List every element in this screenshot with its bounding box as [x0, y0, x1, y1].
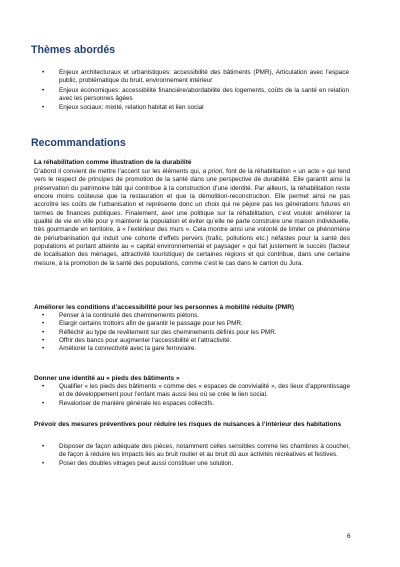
list-item: • Réfléchir au type de revêtement sur des cheminements définis pour les PMR.: [42, 328, 277, 336]
section-title-identite: Donner une identité au « pieds des bâtiments »: [34, 375, 180, 382]
bullet-icon: •: [42, 328, 45, 336]
bullet-icon: •: [42, 86, 45, 94]
recommandations-heading: Recommandations: [31, 137, 126, 149]
bullet-icon: •: [42, 345, 45, 353]
section-title-nuisances: Prévoir des mesures préventives pour réduire les risques de nuisances à l’intérieur des habitations: [34, 421, 342, 428]
bullet-icon: •: [42, 337, 45, 345]
list-item: • Offrir des bancs pour augmenter l’accessibilité et l’attractivité.: [42, 337, 232, 345]
list-item: • Elargir certains trottoirs afin de garantir le passage pour les PMR.: [42, 320, 243, 328]
section-title-accessibilite: Améliorer les conditions d’accessibilité pour les personnes à mobilité réduite (PMR): [34, 304, 295, 311]
rehabilitation-paragraph: D’abord il convient de mettre l’accent sur les éléments qui, a priori, font de la réhabilitation « un acte » qui tend vers le respect de principes de promotion de la santé dans une perspective de durabilité. Elle garantit ainsi la préservation du patrimoine bâti qui contribue à la construction d’une identité. Par ailleurs, la réhabilitation reste encore moins coûteuse que la restauration et que la démolition-reconstruction. Elle permet ainsi ne pas accroître les coûts de l’urbanisation et représente donc un choix qui ne pèjore pas les générations futures en termes de finances publiques. Finalement, axer une politique sur la réhabilitation, c’est vouloir améliorer la qualité de vie en ville pour y maintenir la population et éviter qu’elle ne parte construire une maison individuelle, très gourmande en territoire, à « l’extérieur des murs ». Cela montre ainsi une volonté de limiter ce phénomène de périurbanisation qui induit une cohorte d’effets pervers (trafic, pollutions etc.) néfastes pour la santé des populations et portant atteinte au « capital environnemental et paysager » qui fait justement le succès (facteur de localisation des ménages, attractivité touristique) de certaines régions et qui contribue, dans une certaine mesure, à la promotion de la santé des populations, comme c’est le cas dans le canton du Jura.: [34, 168, 350, 267]
list-item: • Revaloriser de manière générale les espaces collectifs.: [42, 399, 215, 407]
list-item: • Disposer de façon adéquate des pièces, notamment celles sensibles comme les chambres à coucher, de façon à réduire les impacts liés au bruit routier et au bruit dû aux activités récréatives et festives.: [42, 443, 350, 459]
bullet-icon: •: [42, 69, 45, 76]
list-item: • Enjeux économiques: accessibilité financière/abordabilité des logements, coûts de la santé en relation avec les personnes âgées: [42, 86, 349, 103]
bullet-icon: •: [42, 320, 45, 328]
section-title-rehabilitation: La réhabilitation comme illustration de la durabilité: [34, 159, 192, 166]
themes-heading: Thèmes abordés: [31, 44, 116, 56]
list-item: • Poser des doubles vitrages peut aussi constituer une solution.: [42, 459, 234, 467]
bullet-icon: •: [42, 312, 45, 319]
accessibilite-list: [34, 312, 350, 354]
list-item: • Penser à la continuité des cheminements piétons.: [42, 312, 199, 319]
bullet-icon: •: [42, 443, 45, 450]
list-item: • Qualifier « les pieds des bâtiments » comme des « espaces de convivialité », des lieux d’apprentissage et de développement pour l’enfant mais aussi lieu où se crée le lien social.: [42, 383, 350, 399]
identite-list: [34, 383, 350, 408]
nuisances-list: [34, 443, 350, 468]
list-item: • Enjeux sociaux: mixité, relation habitat et lien social: [42, 104, 204, 112]
bullet-icon: •: [42, 104, 45, 112]
page-number: 6: [347, 533, 351, 540]
bullet-icon: •: [42, 383, 45, 390]
list-item: • Améliorer la connectivité avec la gare ferroviaire.: [42, 345, 197, 353]
bullet-icon: •: [42, 399, 45, 407]
list-item: • Enjeux architecturaux et urbanistiques: accessibilité des bâtiments (PMR), Articulation avec l’espace public, problématique du bruit, environnement intérieur: [42, 69, 349, 85]
themes-list: [34, 69, 349, 114]
bullet-icon: •: [42, 459, 45, 467]
